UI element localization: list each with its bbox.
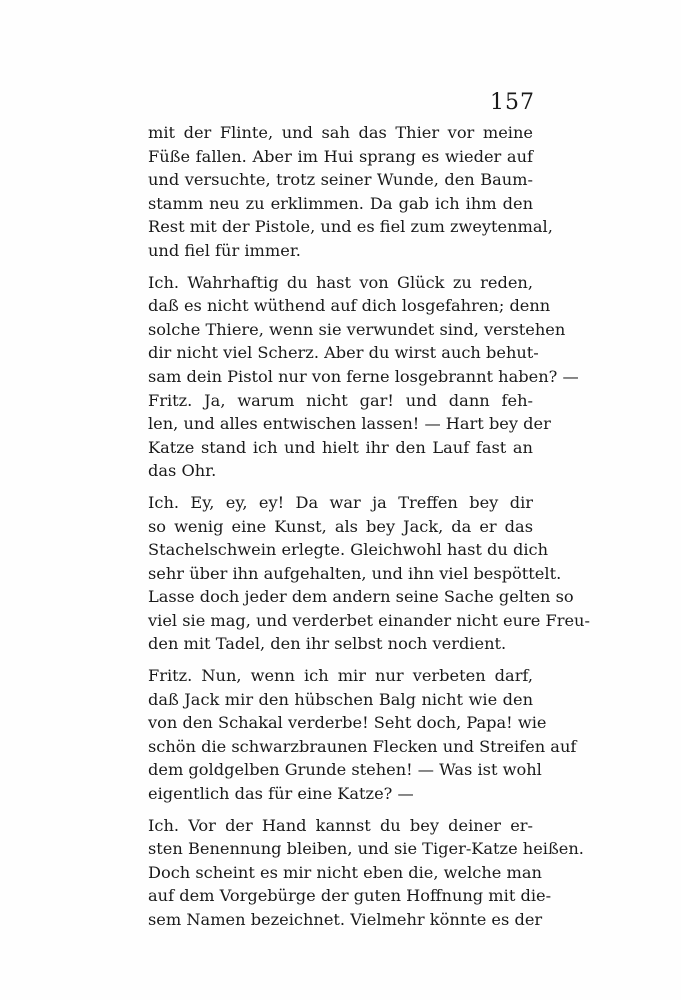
paragraph <box>148 389 551 483</box>
text-line: schön die schwarzbraunen Flecken und Streifen auf <box>148 736 577 756</box>
text-line: stamm neu zu erklimmen. Da gab ich ihm den <box>148 193 533 213</box>
text-line: daß Jack mir den hübschen Balg nicht wie den <box>148 689 533 709</box>
paragraph <box>148 271 579 389</box>
text-line: len, und alles entwischen lassen! — Hart bey der <box>148 414 551 434</box>
text-line: viel sie mag, und verderbet einander nicht eure Freu- <box>148 610 590 630</box>
text-line: Lasse doch jeder dem andern seine Sache gelten so <box>148 587 574 607</box>
text-line: Doch scheint es mir nicht eben die, welche man <box>148 862 542 882</box>
text-line: sam dein Pistol nur von ferne losgebrannt haben? — <box>148 366 579 386</box>
text-line: dem goldgelben Grunde stehen! — Was ist wohl <box>148 760 542 780</box>
text-line: daß es nicht wüthend auf dich losgefahren; denn <box>148 296 551 316</box>
text-line: Rest mit der Pistole, und es fiel zum zweytenmal, <box>148 217 553 237</box>
text-line: sten Benennung bleiben, und sie Tiger-Katze heißen. <box>148 839 584 859</box>
text-line: Ich. Vor der Hand kannst du bey deiner er- <box>148 815 533 835</box>
text-line: Fritz. Nun, wenn ich mir nur verbeten darf, <box>148 666 533 686</box>
text-line: mit der Flinte, und sah das Thier vor meine <box>148 123 533 142</box>
text-line: solche Thiere, wenn sie verwundet sind, verstehen <box>148 319 566 339</box>
text-line: und versuchte, trotz seiner Wunde, den Baum- <box>148 170 533 190</box>
text-line: Katze stand ich und hielt ihr den Lauf fast an <box>148 437 533 457</box>
paragraph <box>148 664 577 806</box>
text-line: dir nicht viel Scherz. Aber du wirst auch behut- <box>148 343 539 363</box>
page-number: 157 <box>490 90 535 115</box>
text-line: Stachelschwein erlegte. Gleichwohl hast du dich <box>148 540 548 560</box>
paragraph <box>148 491 590 656</box>
body-text <box>148 121 590 932</box>
text-line: sem Namen bezeichnet. Vielmehr könnte es der <box>148 910 543 929</box>
text-line: eigentlich das für eine Katze? — <box>148 784 414 804</box>
text-line: von den Schakal verderbe! Seht doch, Papa! wie <box>148 713 547 733</box>
text-line: auf dem Vorgebürge der guten Hoffnung mit die- <box>148 886 552 906</box>
text-line: sehr über ihn aufgehalten, und ihn viel bespöttelt. <box>148 563 562 583</box>
paragraph <box>148 814 584 932</box>
text-line: Ich. Ey, ey, ey! Da war ja Treffen bey dir <box>148 492 533 512</box>
paragraph <box>148 121 553 263</box>
text-line: Fritz. Ja, warum nicht gar! und dann feh- <box>148 390 533 410</box>
text-line: so wenig eine Kunst, als bey Jack, da er das <box>148 516 533 536</box>
text-line: das Ohr. <box>148 461 217 481</box>
text-line: Füße fallen. Aber im Hui sprang es wieder auf <box>148 146 533 166</box>
text-line: Ich. Wahrhaftig du hast von Glück zu reden, <box>148 272 533 292</box>
text-line: den mit Tadel, den ihr selbst noch verdient. <box>148 634 507 654</box>
text-line: und fiel für immer. <box>148 240 301 260</box>
